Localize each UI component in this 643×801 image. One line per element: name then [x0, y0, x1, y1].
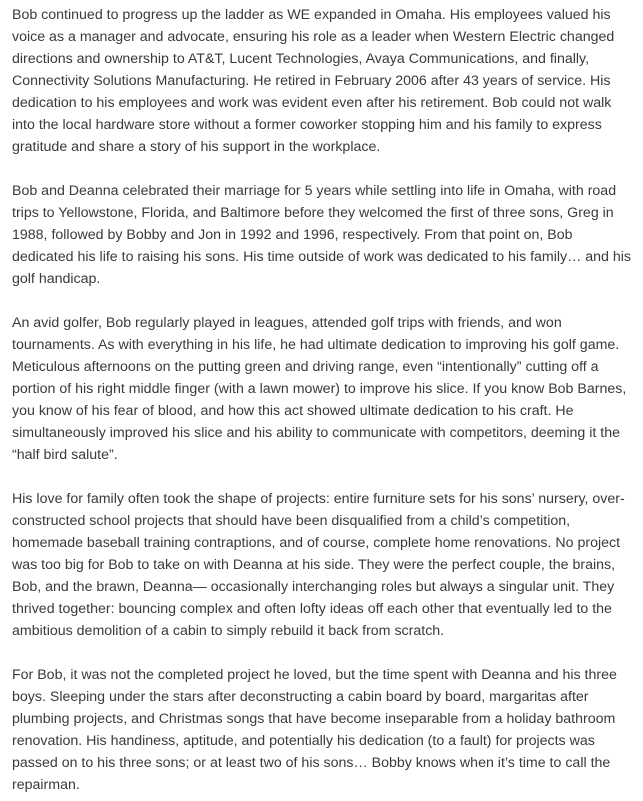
paragraph-golf: An avid golfer, Bob regularly played in leagues, attended golf trips with friends, and won tournaments. As with everything in his life, he had ultimate dedication to improving his golf game. Meticulous afternoons on the putting green and driving range, even “intentionally” cutting off a portion of his right middle finger (with a lawn mower) to improve his slice. If you know Bob Barnes, you know of his fear of blood, and how this act showed ultimate dedication to his craft. He simultaneously improved his slice and his ability to communicate with competitors, deeming it the “half bird salute”.: [12, 315, 627, 463]
paragraph-time-with-family: For Bob, it was not the completed project he loved, but the time spent with Deanna and his three boys. Sleeping under the stars after deconstructing a cabin board by board, margaritas after plumbing projects, and Christmas songs that have become inseparable from a holiday bathroom renovation. His handiness, aptitude, and potentially his dedication (to a fault) for projects was passed on to his three sons; or at least two of his sons… Bobby knows when it’s time to call the repairman.: [12, 667, 617, 793]
paragraph-projects: His love for family often took the shape of projects: entire furniture sets for his sons’ nursery, over-constructed school projects that should have been disqualified from a child’s competition, homemade baseball training contraptions, and of course, complete home renovations. No project was too big for Bob to take on with Deanna at his side. They were the perfect couple, the brains, Bob, and the brawn, Deanna— occasionally interchanging roles but always a singular unit. They thrived together: bouncing complex and often lofty ideas off each other that eventually led to the ambitious demolition of a cabin to simply rebuild it back from scratch.: [12, 491, 625, 639]
article-body: [12, 4, 636, 796]
paragraph-marriage-family: Bob and Deanna celebrated their marriage for 5 years while settling into life in Omaha, with road trips to Yellowstone, Florida, and Baltimore before they welcomed the first of three sons, Greg in 1988, followed by Bobby and Jon in 1992 and 1996, respectively. From that point on, Bob dedicated his life to raising his sons. His time outside of work was dedicated to his family… and his golf handicap.: [12, 183, 632, 287]
paragraph-career: Bob continued to progress up the ladder as WE expanded in Omaha. His employees valued his voice as a manager and advocate, ensuring his role as a leader when Western Electric changed directions and ownership to AT&T, Lucent Technologies, Avaya Communications, and finally, Connectivity Solutions Manufacturing. He retired in February 2006 after 43 years of service. His dedication to his employees and work was evident even after his retirement. Bob could not walk into the local hardware store without a former coworker stopping him and his family to express gratitude and share a story of his support in the workplace.: [12, 7, 615, 155]
